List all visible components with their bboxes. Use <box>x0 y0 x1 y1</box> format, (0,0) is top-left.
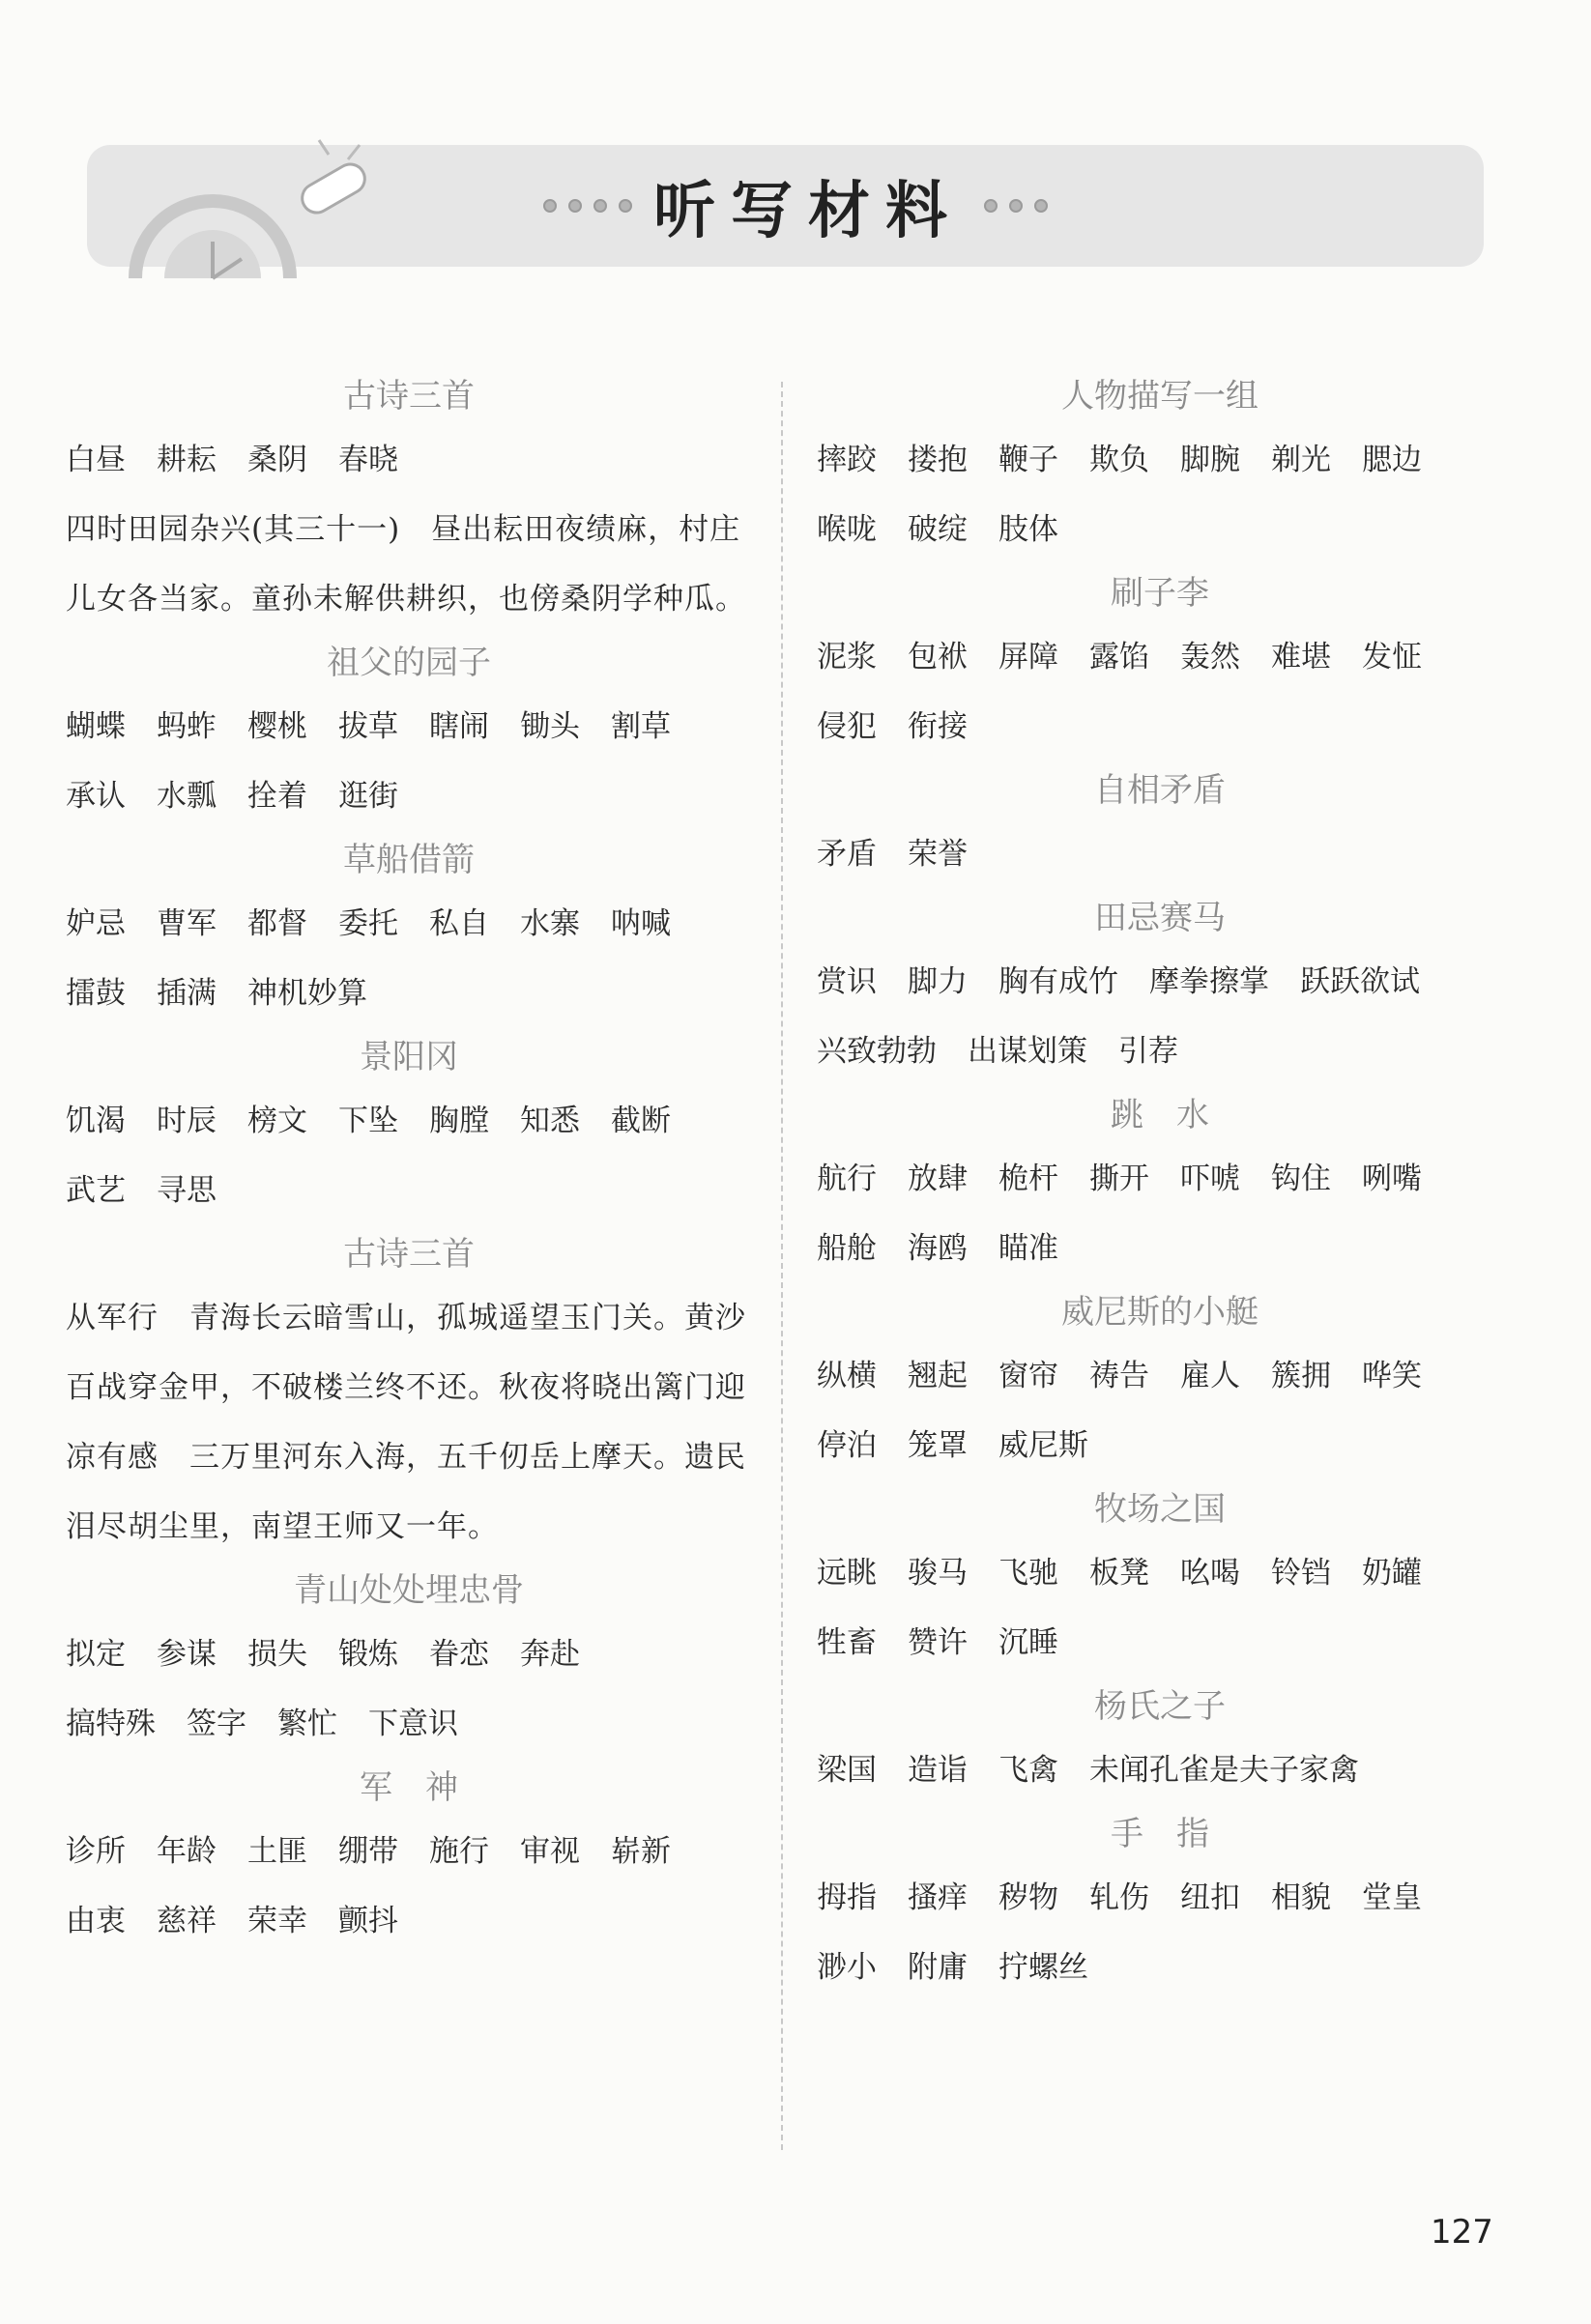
dictation-word: 秽物 <box>998 1880 1058 1915</box>
dictation-word: 擂鼓 <box>66 976 126 1011</box>
dictation-word: 损失 <box>247 1637 307 1672</box>
dictation-word: 吓唬 <box>1180 1162 1240 1196</box>
dictation-word: 审视 <box>520 1834 580 1869</box>
dictation-word: 割草 <box>611 709 671 744</box>
dictation-word: 雇人 <box>1180 1359 1240 1393</box>
dictation-word: 荣幸 <box>247 1904 307 1938</box>
banner-title-group <box>0 145 1591 267</box>
dictation-word: 曹军 <box>157 906 217 941</box>
dictation-word: 难堪 <box>1271 640 1331 674</box>
word-line <box>66 761 752 831</box>
poem-text: 四时田园杂兴(其三十一) 昼出耘田夜绩麻，村庄儿女各当家。童孙未解供耕织，也傍桑阴学种瓜。 <box>66 512 746 617</box>
word-line <box>817 1341 1503 1411</box>
word-line <box>817 1214 1503 1283</box>
word-line <box>66 889 752 959</box>
dictation-word: 骏马 <box>908 1556 968 1591</box>
word-line <box>817 622 1503 692</box>
dictation-word: 寻思 <box>157 1173 217 1208</box>
dictation-word: 颤抖 <box>338 1904 398 1938</box>
poem-text: 从军行 青海长云暗雪山，孤城遥望玉门关。黄沙百战穿金甲，不破楼兰终不还。秋夜将晓出篱门迎凉有感 三万里河东入海，五千仞岳上摩天。遗民泪尽胡尘里，南望王师又一年。 <box>66 1301 746 1544</box>
dictation-word: 妒忌 <box>66 906 126 941</box>
dictation-word: 笼罩 <box>908 1428 968 1463</box>
dictation-word: 簇拥 <box>1271 1359 1331 1393</box>
word-line <box>66 1689 752 1759</box>
dictation-word: 欺负 <box>1089 443 1149 477</box>
column-divider <box>781 382 783 2150</box>
lesson-section <box>817 1086 1503 1283</box>
lesson-title: 人物描写一组 <box>1061 377 1258 416</box>
word-line <box>817 1736 1503 1805</box>
dictation-word: 牲畜 <box>817 1625 877 1660</box>
lesson-title: 田忌赛马 <box>1094 899 1226 937</box>
lesson-title: 刷子李 <box>1111 574 1209 613</box>
dictation-word: 赞许 <box>908 1625 968 1660</box>
lesson-section <box>66 1225 752 1562</box>
dictation-word: 脚腕 <box>1180 443 1240 477</box>
dictation-word: 衔接 <box>908 709 968 744</box>
lesson-title: 草船借箭 <box>343 841 475 879</box>
dictation-word: 樱桃 <box>247 709 307 744</box>
dictation-word: 都督 <box>247 906 307 941</box>
lesson-title: 青山处处埋忠骨 <box>294 1571 524 1610</box>
dictation-word: 蝴蝶 <box>66 709 126 744</box>
dictation-word: 剃光 <box>1271 443 1331 477</box>
dictation-word: 繁忙 <box>277 1707 337 1741</box>
dictation-word: 拇指 <box>817 1880 877 1915</box>
dictation-word: 沉睡 <box>998 1625 1058 1660</box>
dictation-word: 渺小 <box>817 1950 877 1985</box>
word-line <box>66 959 752 1028</box>
word-line <box>66 1620 752 1689</box>
word-line <box>817 819 1503 889</box>
dictation-word: 饥渴 <box>66 1104 126 1138</box>
dictation-word: 绷带 <box>338 1834 398 1869</box>
dictation-word: 年龄 <box>157 1834 217 1869</box>
dictation-word: 窗帘 <box>998 1359 1058 1393</box>
dictation-word: 哗笑 <box>1362 1359 1422 1393</box>
dictation-word: 呐喊 <box>611 906 671 941</box>
dictation-word: 插满 <box>157 976 217 1011</box>
dictation-word: 屏障 <box>998 640 1058 674</box>
dictation-word: 武艺 <box>66 1173 126 1208</box>
dictation-word: 鞭子 <box>998 443 1058 477</box>
dictation-word: 破绽 <box>908 512 968 547</box>
dictation-word: 逛街 <box>338 779 398 814</box>
word-line <box>817 1017 1503 1086</box>
dictation-word: 慈祥 <box>157 1904 217 1938</box>
dictation-word: 发怔 <box>1362 640 1422 674</box>
dictation-word: 板凳 <box>1089 1556 1149 1591</box>
dictation-word: 海鸥 <box>908 1231 968 1266</box>
dictation-word: 神机妙算 <box>247 976 367 1011</box>
lesson-title: 古诗三首 <box>343 1235 475 1274</box>
dictation-word: 引荐 <box>1118 1034 1178 1069</box>
dictation-word: 飞禽 <box>998 1753 1058 1788</box>
dictation-word: 由衷 <box>66 1904 126 1938</box>
word-line <box>66 1886 752 1956</box>
lesson-section <box>66 831 752 1028</box>
word-line <box>817 1144 1503 1214</box>
lesson-section <box>817 889 1503 1086</box>
word-line <box>817 947 1503 1017</box>
dictation-word: 下坠 <box>338 1104 398 1138</box>
dictation-word: 出谋划策 <box>968 1034 1087 1069</box>
lesson-section <box>66 1028 752 1225</box>
dictation-word: 吆喝 <box>1180 1556 1240 1591</box>
word-line <box>817 692 1503 761</box>
dictation-word: 堂皇 <box>1362 1880 1422 1915</box>
lesson-title: 景阳冈 <box>360 1038 458 1076</box>
dictation-word: 搂抱 <box>908 443 968 477</box>
word-line <box>817 1608 1503 1678</box>
dictation-word: 航行 <box>817 1162 877 1196</box>
dictation-word: 兴致勃勃 <box>817 1034 937 1069</box>
word-line <box>66 1156 752 1225</box>
dictation-word: 腮边 <box>1362 443 1422 477</box>
dictation-word: 拧螺丝 <box>998 1950 1088 1985</box>
dictation-word: 拴着 <box>247 779 307 814</box>
page-number: 127 <box>1431 2213 1493 2252</box>
dictation-word: 拟定 <box>66 1637 126 1672</box>
word-line <box>817 1933 1503 2002</box>
dictation-word: 奶罐 <box>1362 1556 1422 1591</box>
dictation-word: 锄头 <box>520 709 580 744</box>
dictation-word: 翘起 <box>908 1359 968 1393</box>
left-column <box>66 367 752 1956</box>
dictation-word: 包袱 <box>908 640 968 674</box>
dictation-word: 锻炼 <box>338 1637 398 1672</box>
dictation-word: 奔赴 <box>520 1637 580 1672</box>
dictation-word: 搞特殊 <box>66 1707 156 1741</box>
dictation-word: 飞驰 <box>998 1556 1058 1591</box>
lesson-title: 威尼斯的小艇 <box>1061 1293 1258 1332</box>
lesson-section <box>66 634 752 831</box>
word-line <box>66 1086 752 1156</box>
lesson-title: 祖父的园子 <box>327 644 491 682</box>
dictation-word: 搔痒 <box>908 1880 968 1915</box>
decorative-dots-left <box>543 199 632 213</box>
dictation-word: 参谋 <box>157 1637 217 1672</box>
lesson-section <box>817 1283 1503 1480</box>
dictation-word: 瞄准 <box>998 1231 1058 1266</box>
dictation-word: 露馅 <box>1089 640 1149 674</box>
lesson-section <box>817 1480 1503 1678</box>
lesson-section <box>817 1805 1503 2002</box>
lesson-section <box>817 1678 1503 1805</box>
dictation-word: 侵犯 <box>817 709 877 744</box>
word-line <box>66 425 752 495</box>
dictation-word: 摩拳擦掌 <box>1149 964 1269 999</box>
lesson-title: 古诗三首 <box>343 377 475 416</box>
dictation-word: 撕开 <box>1089 1162 1149 1196</box>
word-line <box>817 1863 1503 1933</box>
dictation-word: 胸有成竹 <box>998 964 1118 999</box>
dictation-word: 船舱 <box>817 1231 877 1266</box>
word-line <box>817 495 1503 564</box>
dictation-word: 春晓 <box>338 443 398 477</box>
dictation-word: 喉咙 <box>817 512 877 547</box>
dictation-word: 水寨 <box>520 906 580 941</box>
dictation-word: 土匪 <box>247 1834 307 1869</box>
dictation-word: 知悉 <box>520 1104 580 1138</box>
dictation-word: 停泊 <box>817 1428 877 1463</box>
dictation-word: 崭新 <box>611 1834 671 1869</box>
dictation-word: 水瓢 <box>157 779 217 814</box>
dictation-word: 纵横 <box>817 1359 877 1393</box>
lesson-section <box>66 1759 752 1956</box>
dictation-word: 铃铛 <box>1271 1556 1331 1591</box>
dictation-word: 桑阴 <box>247 443 307 477</box>
dictation-word: 施行 <box>429 1834 489 1869</box>
dictation-word: 威尼斯 <box>998 1428 1088 1463</box>
dictation-word: 附庸 <box>908 1950 968 1985</box>
page-title: 听写材料 <box>653 176 963 247</box>
dictation-word: 未闻孔雀是夫子家禽 <box>1089 1753 1359 1788</box>
dictation-word: 瞎闹 <box>429 709 489 744</box>
dictation-word: 脚力 <box>908 964 968 999</box>
word-line <box>817 425 1503 495</box>
dictation-word: 祷告 <box>1089 1359 1149 1393</box>
dictation-word: 下意识 <box>368 1707 458 1741</box>
right-column <box>817 367 1503 2002</box>
dictation-word: 相貌 <box>1271 1880 1331 1915</box>
dictation-word: 肢体 <box>998 512 1058 547</box>
dictation-word: 拔草 <box>338 709 398 744</box>
word-line <box>66 692 752 761</box>
dictation-word: 泥浆 <box>817 640 877 674</box>
dictation-word: 榜文 <box>247 1104 307 1138</box>
dictation-word: 纽扣 <box>1180 1880 1240 1915</box>
dictation-word: 造诣 <box>908 1753 968 1788</box>
dictation-word: 委托 <box>338 906 398 941</box>
dictation-word: 钩住 <box>1271 1162 1331 1196</box>
dictation-word: 赏识 <box>817 964 877 999</box>
lesson-title: 杨氏之子 <box>1094 1687 1226 1726</box>
dictation-word: 放肆 <box>908 1162 968 1196</box>
lesson-section <box>66 1562 752 1759</box>
word-line <box>817 1538 1503 1608</box>
dictation-word: 白昼 <box>66 443 126 477</box>
dictation-word: 蚂蚱 <box>157 709 217 744</box>
dictation-word: 跃跃欲试 <box>1300 964 1420 999</box>
lesson-title: 跳 水 <box>1111 1096 1209 1134</box>
word-line <box>66 1817 752 1886</box>
dictation-word: 签字 <box>187 1707 246 1741</box>
dictation-word: 截断 <box>611 1104 671 1138</box>
decorative-dots-right <box>984 199 1048 213</box>
dictation-word: 咧嘴 <box>1362 1162 1422 1196</box>
dictation-word: 私自 <box>429 906 489 941</box>
lesson-title: 自相矛盾 <box>1094 771 1226 810</box>
dictation-word: 诊所 <box>66 1834 126 1869</box>
dictation-word: 桅杆 <box>998 1162 1058 1196</box>
dictation-word: 耕耘 <box>157 443 217 477</box>
lesson-section <box>66 367 752 634</box>
lesson-title: 手 指 <box>1111 1815 1209 1853</box>
lesson-section <box>817 367 1503 564</box>
dictation-word: 承认 <box>66 779 126 814</box>
dictation-word: 矛盾 <box>817 837 877 872</box>
lesson-section <box>817 761 1503 889</box>
word-line <box>817 1411 1503 1480</box>
dictation-word: 远眺 <box>817 1556 877 1591</box>
dictation-word: 胸膛 <box>429 1104 489 1138</box>
lesson-title: 军 神 <box>360 1768 458 1807</box>
dictation-word: 梁国 <box>817 1753 877 1788</box>
dictation-word: 轧伤 <box>1089 1880 1149 1915</box>
dictation-word: 轰然 <box>1180 640 1240 674</box>
lesson-section <box>817 564 1503 761</box>
dictation-word: 时辰 <box>157 1104 217 1138</box>
dictation-word: 眷恋 <box>429 1637 489 1672</box>
dictation-word: 荣誉 <box>908 837 968 872</box>
lesson-title: 牧场之国 <box>1094 1490 1226 1529</box>
dictation-word: 摔跤 <box>817 443 877 477</box>
